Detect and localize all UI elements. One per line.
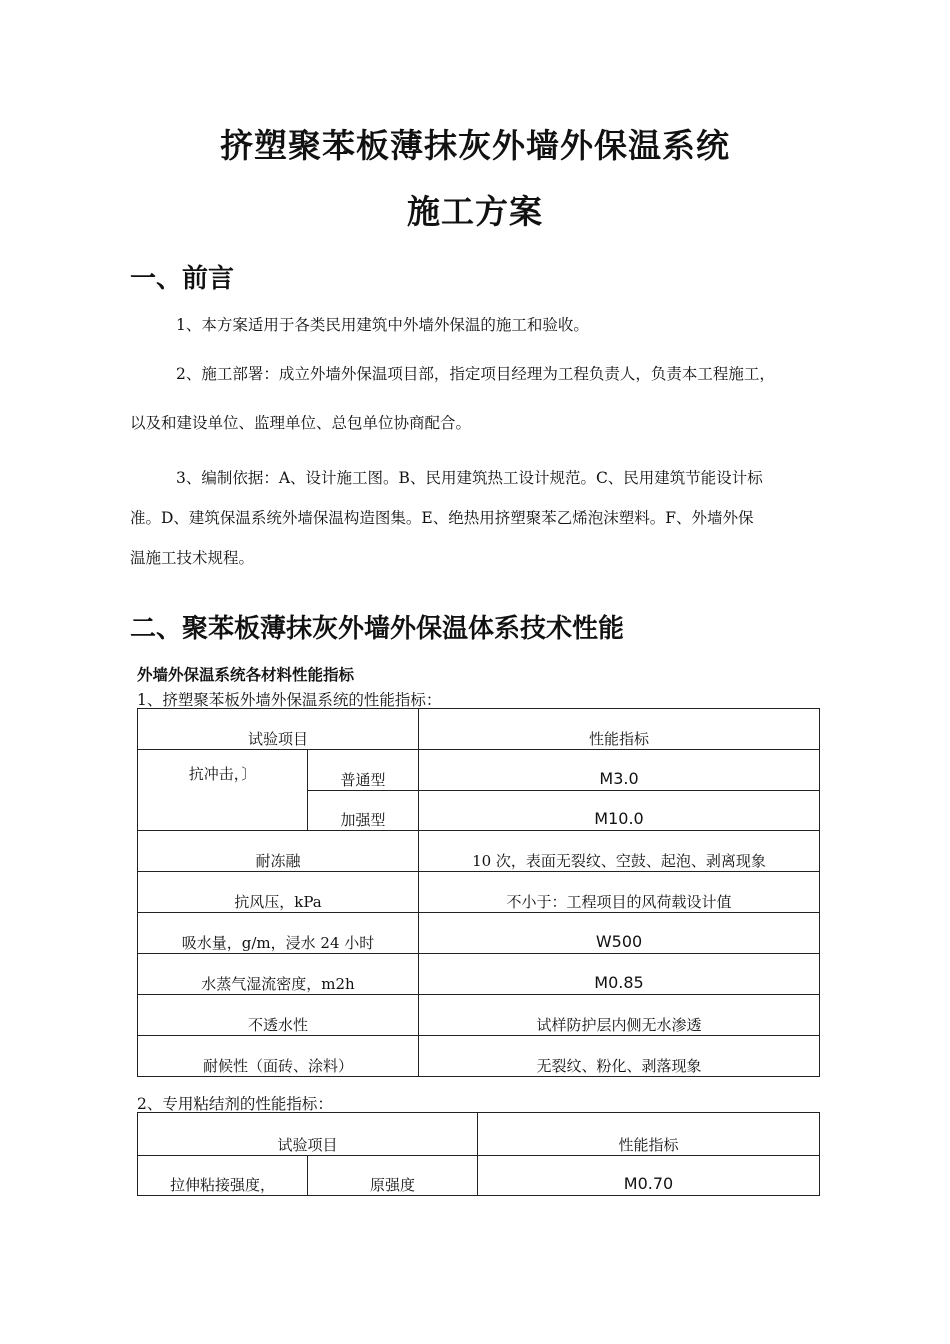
table-row [138, 872, 820, 913]
table1-row-item: 水蒸气湿流密度，m2h [138, 954, 419, 995]
table2-header-row [138, 1113, 820, 1156]
table2-adhesive [137, 1112, 820, 1196]
table1-row-item: 耐候性（面砖、涂料） [138, 1036, 419, 1077]
table1-row-value: 无裂纹、粉化、剥落现象 [419, 1036, 820, 1077]
table1-impact-normal-value: M3.0 [419, 750, 820, 791]
table2-row-value: M0.70 [478, 1156, 820, 1196]
table1-row-value: 10 次，表面无裂纹、空鼓、起泡、剥离现象 [419, 831, 820, 872]
section1-heading: 一、前言 [130, 264, 235, 294]
table1-caption: 1、挤塑聚苯板外墙外保温系统的性能指标： [137, 691, 442, 709]
table2-header-item: 试验项目 [138, 1113, 478, 1156]
section1-paragraph-1: 1、本方案适用于各类民用建筑中外墙外保温的施工和验收。 [176, 316, 589, 334]
table1-impact-normal-label: 普通型 [308, 750, 419, 791]
table1-row-item: 不透水性 [138, 995, 419, 1036]
table2-row-label: 拉伸粘接强度， [138, 1156, 308, 1196]
table1-row-item: 吸水量，g/m，浸水 24 小时 [138, 913, 419, 954]
table1-row-value: 不小于：工程项目的风荷载设计值 [419, 872, 820, 913]
table1-impact-strong-label: 加强型 [308, 791, 419, 831]
table-row [138, 1036, 820, 1077]
table1-impact-strong-value: M10.0 [419, 791, 820, 831]
table1-header-value: 性能指标 [419, 709, 820, 750]
table2-caption: 2、专用粘结剂的性能指标： [137, 1095, 333, 1113]
table2-row-sub-label: 原强度 [308, 1156, 478, 1196]
table2-header-value: 性能指标 [478, 1113, 820, 1156]
table1-row-value: M0.85 [419, 954, 820, 995]
table-row [138, 995, 820, 1036]
section1-paragraph-3-line1: 3、编制依据：A、设计施工图。B、民用建筑热工设计规范。C、民用建筑节能设计标 [176, 469, 763, 487]
table-row [138, 750, 820, 791]
document-title-line1: 挤塑聚苯板薄抹灰外墙外保温系统 [220, 126, 730, 165]
table-row [138, 831, 820, 872]
table-row [138, 1156, 820, 1196]
table1-row-value: W500 [419, 913, 820, 954]
section1-paragraph-3-line2: 准。D、建筑保温系统外墙保温构造图集。E、绝热用挤塑聚苯乙烯泡沫塑料。F、外墙外保 [130, 509, 754, 527]
table1-row-item: 抗风压，kPa [138, 872, 419, 913]
section1-paragraph-2-line2: 以及和建设单位、监理单位、总包单位协商配合。 [130, 414, 472, 432]
table1-row-item: 耐冻融 [138, 831, 419, 872]
section1-paragraph-2-line1: 2、施工部署：成立外墙外保温项目部，指定项目经理为工程负责人，负责本工程施工， [176, 365, 775, 383]
section2-heading: 二、聚苯板薄抹灰外墙外保温体系技术性能 [130, 614, 625, 644]
section1-paragraph-3-line3: 温施工技术规程。 [130, 549, 255, 567]
table1-header-item: 试验项目 [138, 709, 419, 750]
table1-header-row [138, 709, 820, 750]
table1-impact-label: 抗冲击，〕 [138, 750, 308, 831]
table1-performance [137, 708, 820, 1077]
document-title-line2: 施工方案 [407, 192, 543, 231]
table-row [138, 913, 820, 954]
section2-subheading: 外墙外保温系统各材料性能指标 [137, 666, 355, 684]
table1-row-value: 试样防护层内侧无水渗透 [419, 995, 820, 1036]
table-row [138, 954, 820, 995]
